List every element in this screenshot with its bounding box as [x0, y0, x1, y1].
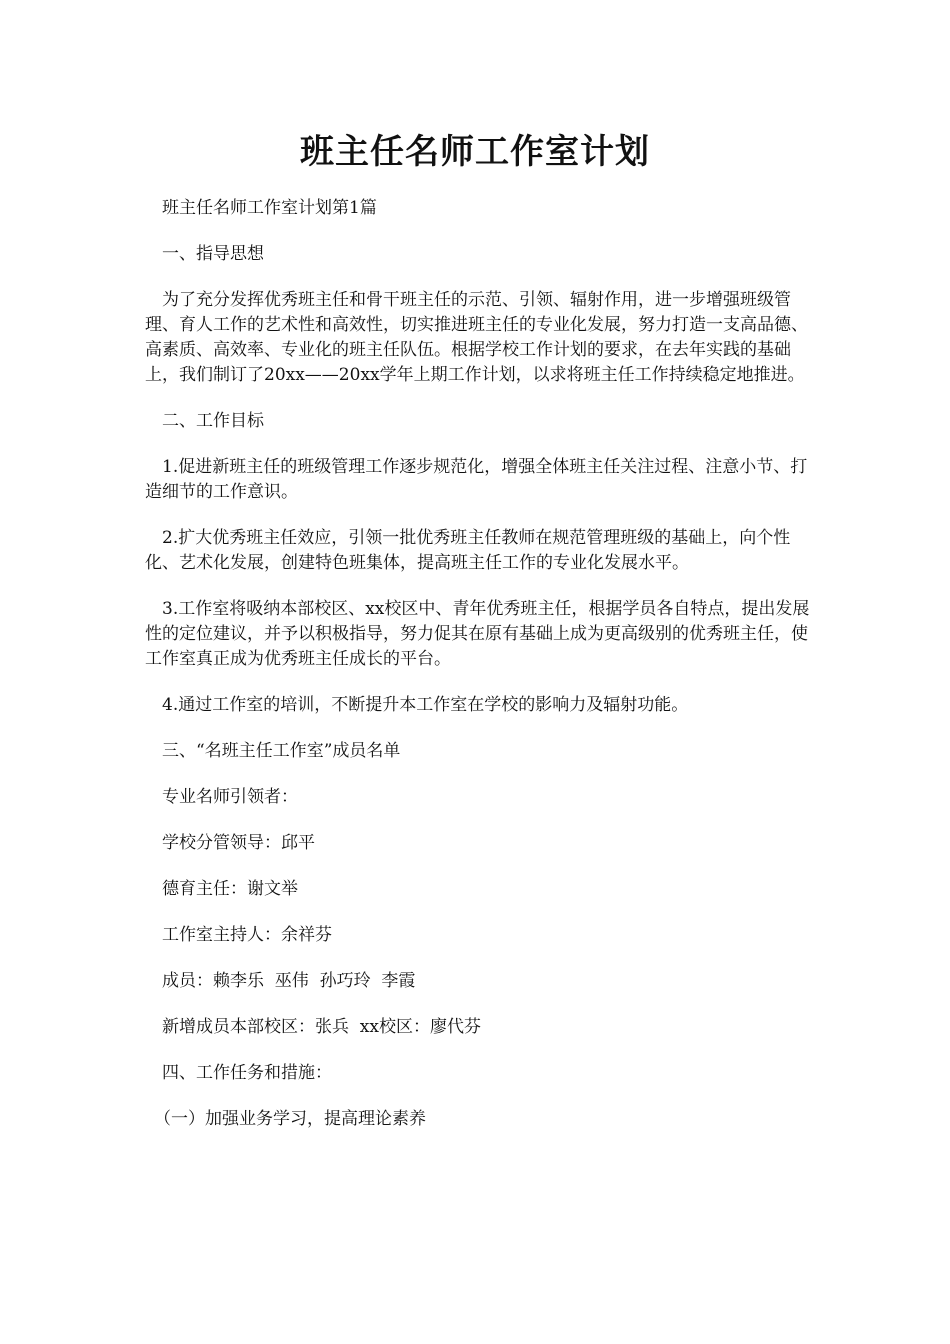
- paragraph-studio-host: 工作室主持人：余祥芬: [162, 925, 332, 945]
- paragraph-section-heading: 班主任名师工作室计划第1篇: [162, 198, 377, 218]
- heading-member-list: 三、“名班主任工作室”成员名单: [162, 741, 401, 761]
- paragraph-goal-3: 3.工作室将吸纳本部校区、xx校区中、青年优秀班主任，根据学员各自特点，提出发展性的定位建议，并予以积极指导，努力促其在原有基础上成为更高级别的优秀班主任，使工作室真正成为优秀班主任成长的平台。: [145, 599, 810, 669]
- heading-work-goals: 二、工作目标: [162, 411, 264, 431]
- paragraph-mentor: 专业名师引领者：: [162, 787, 298, 807]
- document-body: [145, 196, 815, 1153]
- paragraph-goal-2: 2.扩大优秀班主任效应，引领一批优秀班主任教师在规范管理班级的基础上，向个性化、艺术化发展，创建特色班集体，提高班主任工作的专业化发展水平。: [145, 528, 791, 573]
- heading-guiding-ideology: 一、指导思想: [162, 244, 264, 264]
- paragraph-goal-4: 4.通过工作室的培训，不断提升本工作室在学校的影响力及辐射功能。: [162, 695, 689, 715]
- paragraph-goal-1: 1.促进新班主任的班级管理工作逐步规范化，增强全体班主任关注过程、注意小节、打造细节的工作意识。: [145, 457, 808, 502]
- paragraph-members: 成员：赖李乐 巫伟 孙巧玲 李霞: [162, 971, 416, 991]
- document-title: 班主任名师工作室计划: [300, 132, 650, 172]
- heading-tasks-measures: 四、工作任务和措施：: [162, 1063, 332, 1083]
- paragraph-moral-director: 德育主任：谢文举: [162, 879, 298, 899]
- paragraph-school-leader: 学校分管领导：邱平: [162, 833, 315, 853]
- paragraph-guiding-ideology: 为了充分发挥优秀班主任和骨干班主任的示范、引领、辐射作用，进一步增强班级管理、育人工作的艺术性和高效性，切实推进班主任的专业化发展，努力打造一支高品德、高素质、高效率、专业化的班主任队伍。根据学校工作计划的要求，在去年实践的基础上，我们制订了20xx——20xx学年上期工作计划，以求将班主任工作持续稳定地推进。: [145, 290, 808, 385]
- paragraph-new-members: 新增成员本部校区：张兵 xx校区：廖代芬: [162, 1017, 481, 1037]
- paragraph-subsection-1: （一）加强业务学习，提高理论素养: [154, 1109, 426, 1129]
